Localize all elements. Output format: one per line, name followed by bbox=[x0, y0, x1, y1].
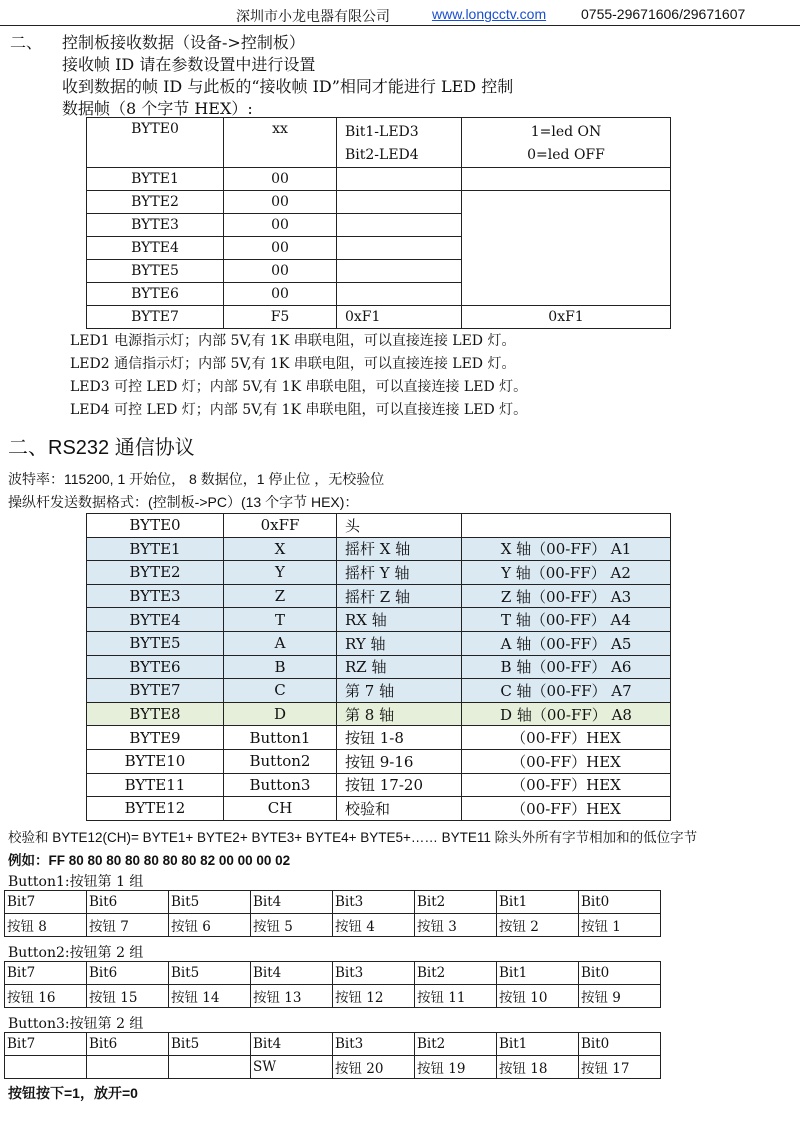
rs232-byte-table bbox=[86, 513, 671, 821]
table-row bbox=[87, 655, 671, 679]
table-cell: BYTE10 bbox=[87, 749, 224, 773]
section1-number: 二、 bbox=[10, 33, 43, 52]
table-row bbox=[5, 962, 661, 985]
table-cell: BYTE1 bbox=[87, 168, 224, 191]
receive-frame-table bbox=[86, 117, 671, 329]
phone-number: 0755-29671606/29671607 bbox=[581, 6, 746, 22]
table-row bbox=[87, 514, 671, 538]
page-header bbox=[0, 4, 800, 24]
table-cell: 按钮 1-8 bbox=[337, 726, 462, 750]
bit1-label: Bit1-LED3 bbox=[345, 124, 419, 140]
table-cell: BYTE5 bbox=[87, 260, 224, 283]
button-cell: 按钮 5 bbox=[251, 914, 333, 937]
bit-header-cell: Bit1 bbox=[497, 1033, 579, 1056]
led-on-label: 1=led ON bbox=[530, 124, 602, 140]
table-row bbox=[87, 726, 671, 750]
bit-header-cell: Bit0 bbox=[579, 1033, 661, 1056]
table-cell: BYTE2 bbox=[87, 191, 224, 214]
table-cell: BYTE12 bbox=[87, 797, 224, 821]
website-link[interactable]: www.longcctv.com bbox=[432, 6, 547, 22]
bit-header-cell: Bit7 bbox=[5, 1033, 87, 1056]
bit-header-cell: Bit3 bbox=[333, 962, 415, 985]
table-cell: 00 bbox=[224, 214, 337, 237]
button-cell: 按钮 20 bbox=[333, 1056, 415, 1079]
button3-table bbox=[4, 1032, 661, 1079]
bit2-label: Bit2-LED4 bbox=[345, 147, 419, 163]
send-format-text: 操纵杆发送数据格式：(控制板->PC）(13 个字节 HEX)： bbox=[8, 494, 359, 510]
button-cell: 按钮 10 bbox=[497, 985, 579, 1008]
table-cell: 按钮 9-16 bbox=[337, 749, 462, 773]
table-row bbox=[87, 608, 671, 632]
table-row bbox=[87, 773, 671, 797]
bit-header-cell: Bit5 bbox=[169, 891, 251, 914]
table-cell: BYTE0 bbox=[87, 514, 224, 538]
table-cell: C bbox=[224, 679, 337, 703]
button-cell: 按钮 1 bbox=[579, 914, 661, 937]
table-cell: F5 bbox=[224, 306, 337, 329]
table-row bbox=[5, 914, 661, 937]
table-cell: Y 轴（00-FF） A2 bbox=[462, 561, 671, 585]
table-cell: BYTE3 bbox=[87, 214, 224, 237]
table-cell: 00 bbox=[224, 283, 337, 306]
table-cell bbox=[337, 283, 462, 306]
button2-table bbox=[4, 961, 661, 1008]
table-cell: BYTE7 bbox=[87, 306, 224, 329]
table-row bbox=[87, 168, 671, 191]
table-cell: X bbox=[224, 537, 337, 561]
table-cell: BYTE5 bbox=[87, 631, 224, 655]
led3-description: LED3 可控 LED 灯；内部 5V,有 1K 串联电阻，可以直接连接 LED 灯。 bbox=[70, 379, 528, 395]
table-cell: BYTE9 bbox=[87, 726, 224, 750]
button-cell: 按钮 9 bbox=[579, 985, 661, 1008]
table-row bbox=[87, 191, 671, 214]
table-cell: X 轴（00-FF） A1 bbox=[462, 537, 671, 561]
table-cell: 头 bbox=[337, 514, 462, 538]
table-row bbox=[5, 891, 661, 914]
table-row bbox=[87, 749, 671, 773]
table-cell: BYTE6 bbox=[87, 655, 224, 679]
table-cell: 00 bbox=[224, 237, 337, 260]
bit-header-cell: Bit6 bbox=[87, 962, 169, 985]
button-cell: 按钮 2 bbox=[497, 914, 579, 937]
bit-header-cell: Bit7 bbox=[5, 891, 87, 914]
table-cell: T bbox=[224, 608, 337, 632]
table-row bbox=[87, 537, 671, 561]
table-cell: Y bbox=[224, 561, 337, 585]
table-cell: 按钮 17-20 bbox=[337, 773, 462, 797]
table-cell bbox=[337, 214, 462, 237]
button-cell: 按钮 16 bbox=[5, 985, 87, 1008]
bit-header-cell: Bit2 bbox=[415, 891, 497, 914]
button-cell: 按钮 19 bbox=[415, 1056, 497, 1079]
led-off-label: 0=led OFF bbox=[527, 147, 605, 163]
led2-description: LED2 通信指示灯；内部 5V,有 1K 串联电阻，可以直接连接 LED 灯。 bbox=[70, 356, 516, 372]
table-cell: 摇杆 X 轴 bbox=[337, 537, 462, 561]
table-row bbox=[87, 679, 671, 703]
button-cell: 按钮 8 bbox=[5, 914, 87, 937]
table-cell: B 轴（00-FF） A6 bbox=[462, 655, 671, 679]
table-cell: 摇杆 Z 轴 bbox=[337, 584, 462, 608]
button-cell bbox=[169, 1056, 251, 1079]
table-cell: 第 7 轴 bbox=[337, 679, 462, 703]
button-cell: 按钮 15 bbox=[87, 985, 169, 1008]
table-cell: BYTE0 bbox=[87, 118, 224, 168]
table-cell: BYTE4 bbox=[87, 608, 224, 632]
table-cell: RY 轴 bbox=[337, 631, 462, 655]
table-row bbox=[87, 584, 671, 608]
bit-header-cell: Bit0 bbox=[579, 962, 661, 985]
bit-header-cell: Bit3 bbox=[333, 891, 415, 914]
button-cell: SW bbox=[251, 1056, 333, 1079]
button-cell: 按钮 7 bbox=[87, 914, 169, 937]
bit-header-cell: Bit5 bbox=[169, 1033, 251, 1056]
table-cell bbox=[462, 168, 671, 191]
table-cell: BYTE3 bbox=[87, 584, 224, 608]
table-cell: 00 bbox=[224, 191, 337, 214]
table-cell: D 轴（00-FF） A8 bbox=[462, 702, 671, 726]
section1-line2: 收到数据的帧 ID 与此板的“接收帧 ID”相同才能进行 LED 控制 bbox=[62, 77, 514, 96]
table-cell bbox=[462, 514, 671, 538]
bit-header-cell: Bit4 bbox=[251, 962, 333, 985]
table-cell: Z 轴（00-FF） A3 bbox=[462, 584, 671, 608]
baud-rate-text: 波特率：115200, 1 开始位， 8 数据位，1 停止位 ，无校验位 bbox=[8, 471, 385, 487]
table-cell: D bbox=[224, 702, 337, 726]
button-cell: 按钮 6 bbox=[169, 914, 251, 937]
bit-header-cell: Bit3 bbox=[333, 1033, 415, 1056]
led1-description: LED1 电源指示灯；内部 5V,有 1K 串联电阻，可以直接连接 LED 灯。 bbox=[70, 333, 516, 349]
table-cell: 0xFF bbox=[224, 514, 337, 538]
bit-header-cell: Bit7 bbox=[5, 962, 87, 985]
table-cell: （00-FF）HEX bbox=[462, 749, 671, 773]
bit-header-cell: Bit1 bbox=[497, 891, 579, 914]
button-cell bbox=[5, 1056, 87, 1079]
button-cell: 按钮 11 bbox=[415, 985, 497, 1008]
button1-table bbox=[4, 890, 661, 937]
footer-note: 按钮按下=1，放开=0 bbox=[8, 1085, 138, 1101]
table-cell: 0xF1 bbox=[462, 306, 671, 329]
table-cell: （00-FF）HEX bbox=[462, 726, 671, 750]
section1-title: 控制板接收数据（设备->控制板） bbox=[62, 33, 305, 52]
table-row bbox=[5, 985, 661, 1008]
bit-header-cell: Bit0 bbox=[579, 891, 661, 914]
table-cell: 0xF1 bbox=[337, 306, 462, 329]
table-cell: xx bbox=[224, 118, 337, 168]
section2-title: 二、RS232 通信协议 bbox=[8, 437, 195, 459]
table-row bbox=[5, 1056, 661, 1079]
button3-title: Button3:按钮第 2 组 bbox=[8, 1016, 144, 1032]
table-cell: RZ 轴 bbox=[337, 655, 462, 679]
table-cell: RX 轴 bbox=[337, 608, 462, 632]
table-row bbox=[87, 306, 671, 329]
table-cell: BYTE11 bbox=[87, 773, 224, 797]
company-name: 深圳市小龙电器有限公司 bbox=[236, 8, 390, 24]
checksum-description: 校验和 BYTE12(CH)= BYTE1+ BYTE2+ BYTE3+ BYTE4+ BYTE5+…… BYTE11 除头外所有字节相加和的低位字节 bbox=[8, 830, 698, 845]
table-row bbox=[87, 631, 671, 655]
table-cell: A 轴（00-FF） A5 bbox=[462, 631, 671, 655]
led4-description: LED4 可控 LED 灯；内部 5V,有 1K 串联电阻，可以直接连接 LED 灯。 bbox=[70, 402, 528, 418]
button-cell: 按钮 17 bbox=[579, 1056, 661, 1079]
table-cell: BYTE6 bbox=[87, 283, 224, 306]
table-cell: C 轴（00-FF） A7 bbox=[462, 679, 671, 703]
bit-header-cell: Bit1 bbox=[497, 962, 579, 985]
table-cell bbox=[337, 168, 462, 191]
bit-header-cell: Bit6 bbox=[87, 891, 169, 914]
table-row bbox=[87, 797, 671, 821]
table-cell: 摇杆 Y 轴 bbox=[337, 561, 462, 585]
table-cell: Button3 bbox=[224, 773, 337, 797]
table-cell: BYTE2 bbox=[87, 561, 224, 585]
table-cell: 校验和 bbox=[337, 797, 462, 821]
button-cell: 按钮 14 bbox=[169, 985, 251, 1008]
table-cell: （00-FF）HEX bbox=[462, 773, 671, 797]
section1-line1: 接收帧 ID 请在参数设置中进行设置 bbox=[62, 55, 316, 74]
table-cell: A bbox=[224, 631, 337, 655]
bit-header-cell: Bit6 bbox=[87, 1033, 169, 1056]
button-cell: 按钮 3 bbox=[415, 914, 497, 937]
table-row bbox=[87, 118, 671, 168]
table-cell: Button2 bbox=[224, 749, 337, 773]
table-cell: （00-FF）HEX bbox=[462, 797, 671, 821]
table-cell: BYTE8 bbox=[87, 702, 224, 726]
table-cell bbox=[462, 191, 671, 306]
header-divider bbox=[0, 25, 800, 26]
section1-line3: 数据帧（8 个字节 HEX）: bbox=[62, 99, 253, 118]
table-cell: BYTE1 bbox=[87, 537, 224, 561]
table-cell: 第 8 轴 bbox=[337, 702, 462, 726]
example-line: 例如：FF 80 80 80 80 80 80 80 82 00 00 00 02 bbox=[8, 853, 291, 868]
bit-header-cell: Bit2 bbox=[415, 962, 497, 985]
table-cell bbox=[462, 118, 671, 168]
bit-header-cell: Bit4 bbox=[251, 1033, 333, 1056]
table-cell: BYTE4 bbox=[87, 237, 224, 260]
table-cell: 00 bbox=[224, 168, 337, 191]
table-cell: Z bbox=[224, 584, 337, 608]
bit-header-cell: Bit2 bbox=[415, 1033, 497, 1056]
table-cell: BYTE7 bbox=[87, 679, 224, 703]
table-cell bbox=[337, 260, 462, 283]
button-cell: 按钮 4 bbox=[333, 914, 415, 937]
table-row bbox=[87, 702, 671, 726]
table-row bbox=[87, 561, 671, 585]
bit-header-cell: Bit5 bbox=[169, 962, 251, 985]
button-cell: 按钮 13 bbox=[251, 985, 333, 1008]
bit-header-cell: Bit4 bbox=[251, 891, 333, 914]
table-cell bbox=[337, 118, 462, 168]
button1-title: Button1:按钮第 1 组 bbox=[8, 874, 144, 890]
button2-title: Button2:按钮第 2 组 bbox=[8, 945, 144, 961]
table-cell: B bbox=[224, 655, 337, 679]
button-cell bbox=[87, 1056, 169, 1079]
button-cell: 按钮 12 bbox=[333, 985, 415, 1008]
button-cell: 按钮 18 bbox=[497, 1056, 579, 1079]
table-cell: Button1 bbox=[224, 726, 337, 750]
table-cell bbox=[337, 237, 462, 260]
table-row bbox=[5, 1033, 661, 1056]
table-cell bbox=[337, 191, 462, 214]
table-cell: 00 bbox=[224, 260, 337, 283]
table-cell: T 轴（00-FF） A4 bbox=[462, 608, 671, 632]
table-cell: CH bbox=[224, 797, 337, 821]
